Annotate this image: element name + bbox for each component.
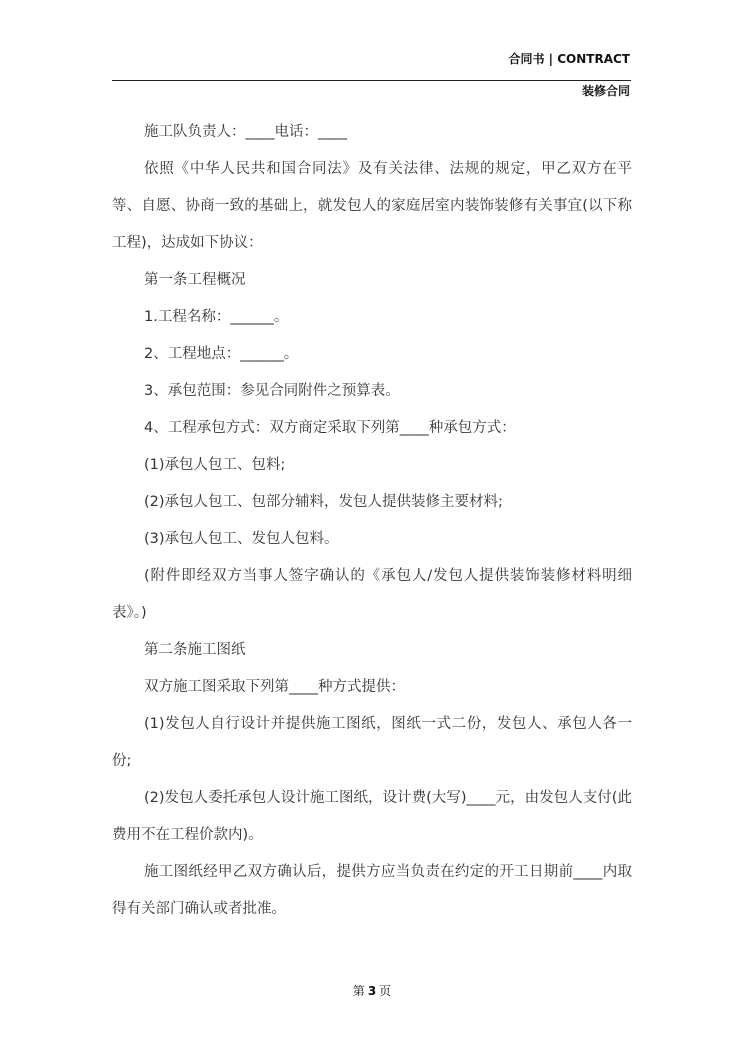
paragraph-mode-option-3: (3)承包人包工、发包人包料。 <box>144 531 339 547</box>
document-body <box>112 114 632 928</box>
paragraph-drawing-mode: 双方施工图采取下列第____种方式提供： <box>144 679 405 695</box>
header-divider <box>112 80 631 81</box>
page-number-suffix: 页 <box>379 984 392 998</box>
header-brand: 合同书 | CONTRACT <box>508 52 630 66</box>
paragraph-attachment-note: (附件即经双方当事人签字确认的《承包人/发包人提供装饰装修材料明细表》。) <box>112 568 632 621</box>
paragraph-mode-option-1: (1)承包人包工、包料; <box>144 457 286 473</box>
article-1-heading: 第一条工程概况 <box>144 272 246 288</box>
paragraph-mode-option-2: (2)承包人包工、包部分辅料，发包人提供装修主要材料; <box>144 494 503 510</box>
page-number-prefix: 第 <box>352 984 365 998</box>
paragraph-drawing-approval: 施工图纸经甲乙双方确认后，提供方应当负责在约定的开工日期前____内取得有关部门确认或者批准。 <box>112 864 632 917</box>
paragraph-contract-mode: 4、工程承包方式：双方商定采取下列第____种承包方式： <box>144 420 516 436</box>
document-type-label: 装修合同 <box>581 84 630 98</box>
page-footer <box>0 983 744 999</box>
paragraph-scope: 3、承包范围：参见合同附件之预算表。 <box>144 383 400 399</box>
paragraph-project-name: 1.工程名称：______。 <box>144 309 289 325</box>
paragraph-drawing-option-2: (2)发包人委托承包人设计施工图纸，设计费(大写)____元，由发包人支付(此费用不在工程价款内)。 <box>112 790 632 843</box>
paragraph-team-leader: 施工队负责人：____电话：____ <box>144 124 347 140</box>
article-2-heading: 第二条施工图纸 <box>144 642 246 658</box>
paragraph-preamble: 依照《中华人民共和国合同法》及有关法律、法规的规定，甲乙双方在平等、自愿、协商一致的基础上，就发包人的家庭居室内装饰装修有关事宜(以下称工程)，达成如下协议： <box>112 161 632 251</box>
page-number: 3 <box>367 984 377 998</box>
paragraph-project-location: 2、工程地点：______。 <box>144 346 299 362</box>
paragraph-drawing-option-1: (1)发包人自行设计并提供施工图纸，图纸一式二份，发包人、承包人各一份; <box>112 716 632 769</box>
